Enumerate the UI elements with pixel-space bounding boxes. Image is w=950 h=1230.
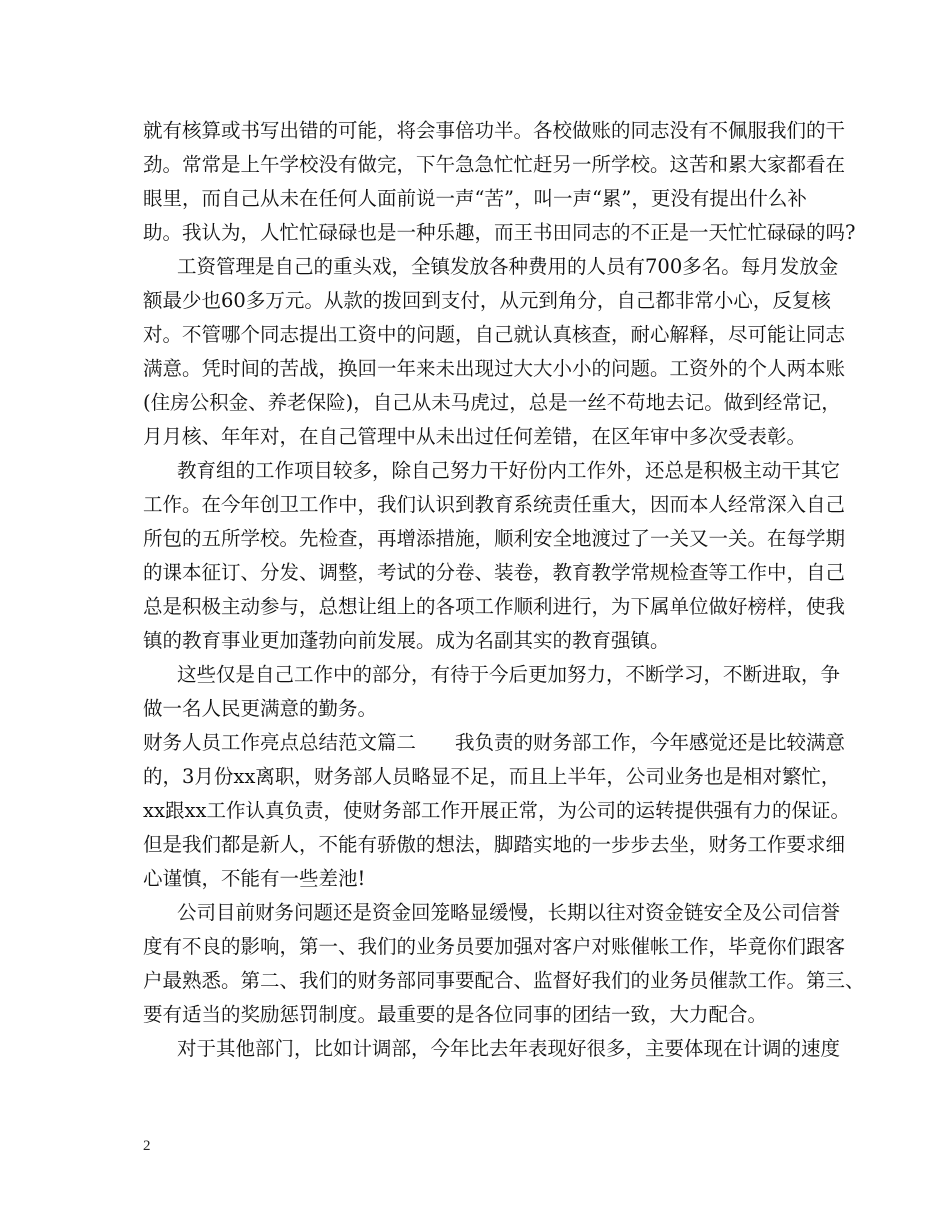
text-line: 额最少也60多万元。从款的拨回到支付，从元到角分，自己都非常小心，反复核 [143, 289, 831, 312]
text-line: 心谨慎，不能有一些差池! [143, 867, 366, 890]
text-line: xx跟xx工作认真负责，使财务部工作开展正常，为公司的运转提供强有力的保证。 [143, 799, 850, 822]
text-line: 总是积极主动参与，总想让组上的各项工作顺利进行，为下属单位做好榜样，使我 [143, 595, 846, 618]
text-line: 满意。凭时间的苦战，换回一年来未出现过大大小小的问题。工资外的个人两本账 [143, 357, 846, 380]
text-line: 公司目前财务问题还是资金回笼略显缓慢，长期以往对资金链安全及公司信誉 [177, 901, 841, 924]
section-heading-line: 财务人员工作亮点总结范文篇二 我负责的财务部工作，今年感觉还是比较满意 [143, 731, 846, 754]
text-line: 户最熟悉。第二、我们的财务部同事要配合、监督好我们的业务员催款工作。第三、 [143, 969, 865, 992]
page-number: 2 [143, 1138, 151, 1154]
text-line: 这些仅是自己工作中的部分，有待于今后更加努力，不断学习，不断进取，争 [177, 663, 841, 686]
text-line: 但是我们都是新人，不能有骄傲的想法，脚踏实地的一步步去坐，财务工作要求细 [143, 833, 846, 856]
text-line: 对于其他部门，比如计调部，今年比去年表现好很多，主要体现在计调的速度 [177, 1037, 841, 1060]
text-line: 的课本征订、分发、调整，考试的分卷、装卷，教育教学常规检查等工作中，自己 [143, 561, 846, 584]
text-line: 度有不良的影响，第一、我们的业务员要加强对客户对账催帐工作，毕竟你们跟客 [143, 935, 846, 958]
text-line: 的，3月份xx离职，财务部人员略显不足，而且上半年，公司业务也是相对繁忙， [143, 765, 841, 788]
text-line: 眼里，而自己从未在任何人面前说一声“苦”，叫一声“累”，更没有提出什么补 [143, 187, 807, 210]
text-line: 就有核算或书写出错的可能，将会事倍功半。各校做账的同志没有不佩服我们的干 [143, 119, 846, 142]
text-line: 做一名人民更满意的勤务。 [143, 697, 378, 720]
text-line: 工作。在今年创卫工作中，我们认识到教育系统责任重大，因而本人经常深入自己 [143, 493, 846, 516]
text-line: 教育组的工作项目较多，除自己努力干好份内工作外，还总是积极主动干其它 [177, 459, 841, 482]
text-line: 工资管理是自己的重头戏，全镇发放各种费用的人员有700多名。每月发放金 [177, 255, 839, 278]
text-line: 要有适当的奖励惩罚制度。最重要的是各位同事的团结一致，大力配合。 [143, 1003, 768, 1026]
text-line: (住房公积金、养老保险)，自己从未马虎过，总是一丝不苟地去记。做到经常记， [143, 391, 841, 414]
text-line: 劲。常常是上午学校没有做完，下午急急忙忙赶另一所学校。这苦和累大家都看在 [143, 153, 846, 176]
text-line: 镇的教育事业更加蓬勃向前发展。成为名副其实的教育强镇。 [143, 629, 670, 652]
text-line: 月月核、年年对，在自己管理中从未出过任何差错，在区年审中多次受表彰。 [143, 425, 807, 448]
text-line: 助。我认为，人忙忙碌碌也是一种乐趣，而王书田同志的不正是一天忙忙碌碌的吗? [143, 221, 856, 244]
text-line: 对。不管哪个同志提出工资中的问题，自己就认真核查，耐心解释，尽可能让同志 [143, 323, 846, 346]
text-line: 所包的五所学校。先检查，再增添措施，顺利安全地渡过了一关又一关。在每学期 [143, 527, 846, 550]
